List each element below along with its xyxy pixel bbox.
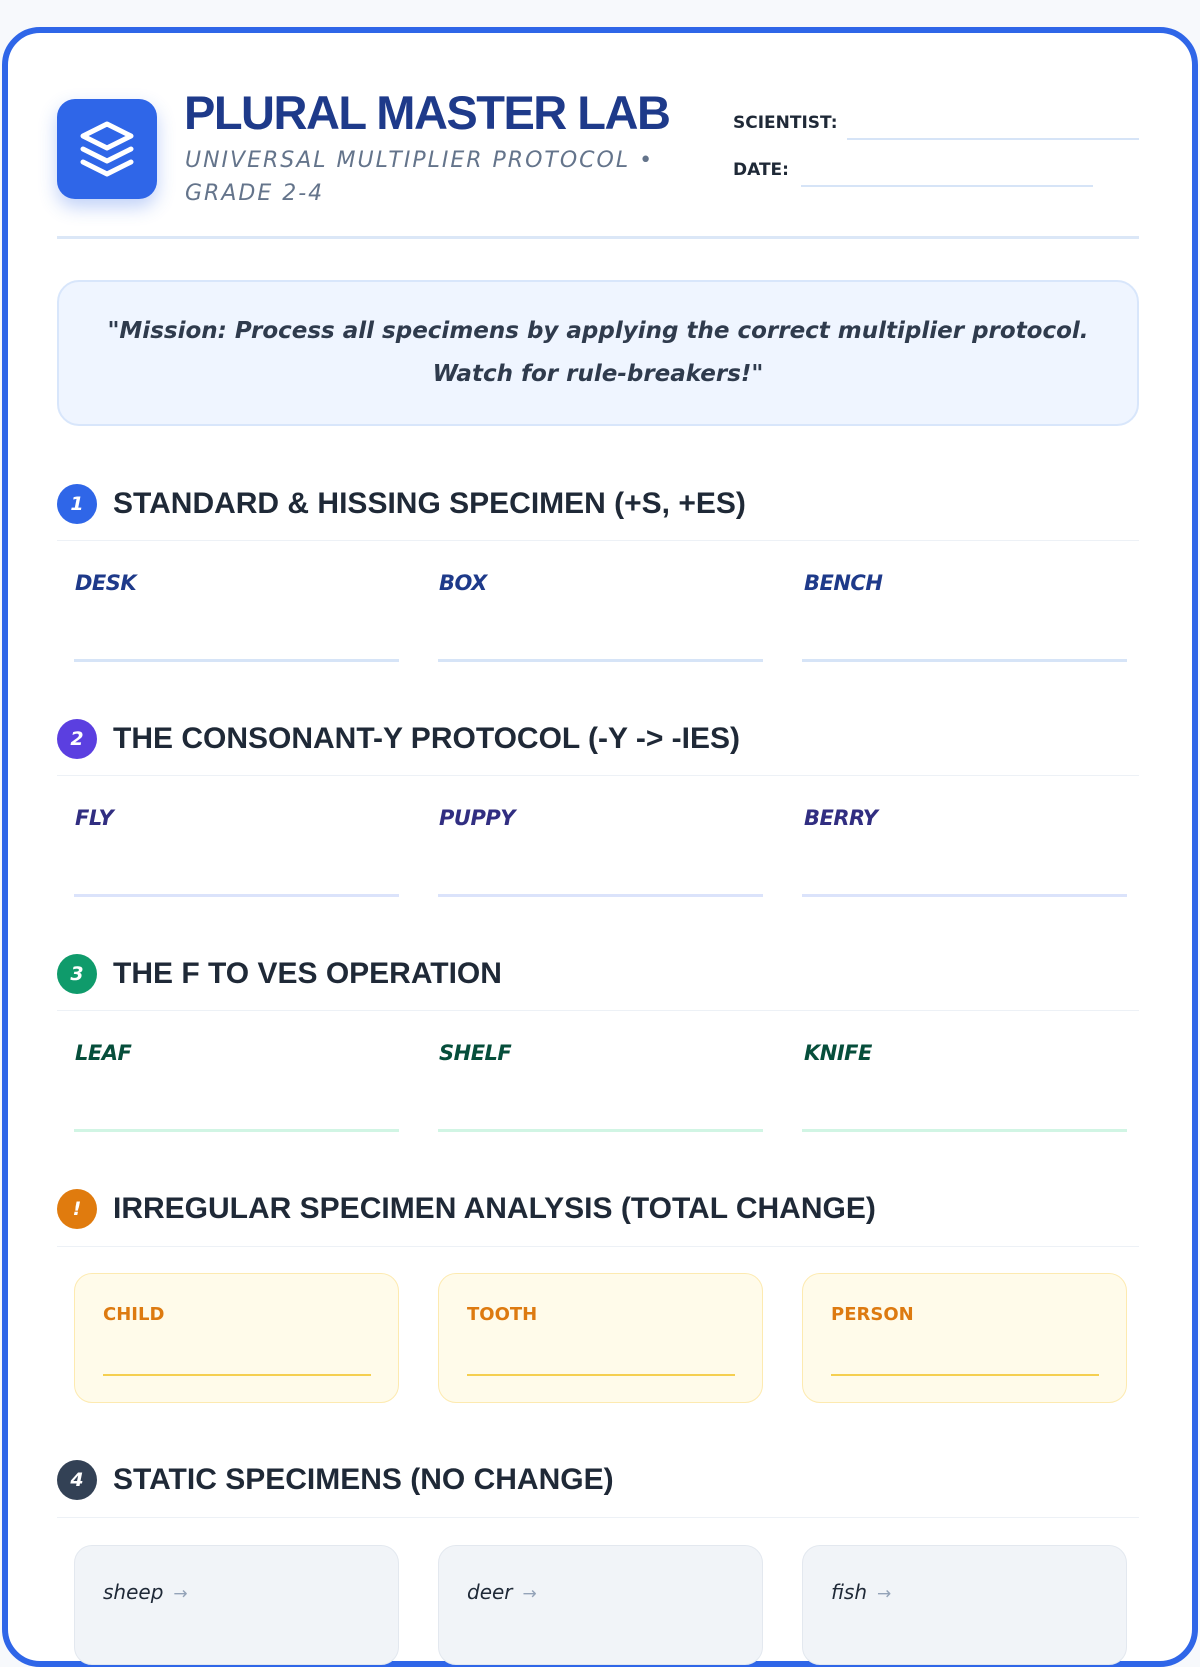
irregular-card (74, 1273, 399, 1403)
specimen-word: BOX (439, 571, 487, 595)
static-card (438, 1545, 763, 1665)
section-standard-header (57, 484, 1139, 524)
specimen-word: PERSON (831, 1304, 914, 1325)
section-irregular-header (57, 1189, 1139, 1229)
worksheet-card (2, 27, 1198, 1667)
answer-line[interactable] (802, 659, 1127, 662)
header-divider (57, 236, 1139, 239)
section-badge: 4 (57, 1460, 97, 1500)
answer-line[interactable] (74, 894, 399, 897)
specimen-word: DESK (75, 571, 137, 595)
scientist-label: SCIENTIST: (733, 113, 838, 133)
section-badge: 2 (57, 719, 97, 759)
date-label: DATE: (733, 160, 789, 180)
specimen-word: TOOTH (467, 1304, 538, 1325)
mission-text: "Mission: Process all specimens by applying the correct multiplier protocol. Watch for rule-breakers!" (107, 318, 1089, 387)
alert-icon: ! (57, 1189, 97, 1229)
answer-line[interactable] (103, 1374, 371, 1376)
logo-badge (57, 99, 157, 199)
arrow-right-icon: → (522, 1584, 537, 1604)
answer-line[interactable] (802, 894, 1127, 897)
specimen-word: PUPPY (439, 806, 515, 830)
answer-line[interactable] (438, 894, 763, 897)
mission-box (57, 280, 1139, 426)
page-subtitle: UNIVERSAL MULTIPLIER PROTOCOL • GRADE 2-4 (185, 148, 655, 206)
irregular-card (438, 1273, 763, 1403)
section-title: STATIC SPECIMENS (NO CHANGE) (113, 1463, 614, 1496)
header (57, 60, 1139, 206)
section-divider (57, 775, 1139, 776)
answer-line[interactable] (74, 659, 399, 662)
arrow-right-icon: → (173, 1584, 188, 1604)
specimen-word: FLY (75, 806, 114, 830)
section-divider (57, 540, 1139, 541)
date-field[interactable] (801, 185, 1093, 187)
section-title: THE F TO VES OPERATION (113, 957, 502, 990)
static-word: deer → (467, 1580, 537, 1604)
specimen-word: CHILD (103, 1304, 165, 1325)
answer-line[interactable] (438, 1129, 763, 1132)
answer-line[interactable] (438, 659, 763, 662)
section-title: IRREGULAR SPECIMEN ANALYSIS (TOTAL CHANGE) (113, 1192, 876, 1225)
answer-line[interactable] (831, 1374, 1099, 1376)
section-divider (57, 1010, 1139, 1011)
answer-line[interactable] (467, 1374, 735, 1376)
static-word: sheep → (103, 1580, 188, 1604)
page-title: PLURAL MASTER LAB (184, 86, 670, 139)
section-f-to-ves-header (57, 954, 1139, 994)
specimen-word: SHELF (439, 1041, 512, 1065)
section-consonant-y-header (57, 719, 1139, 759)
layers-icon (79, 119, 135, 179)
specimen-word: LEAF (75, 1041, 132, 1065)
specimen-word: BENCH (804, 571, 883, 595)
answer-line[interactable] (802, 1129, 1127, 1132)
section-static-header (57, 1460, 1139, 1500)
irregular-card (802, 1273, 1127, 1403)
section-badge: 3 (57, 954, 97, 994)
section-title: THE CONSONANT-Y PROTOCOL (-Y -> -IES) (113, 722, 741, 755)
static-card (74, 1545, 399, 1665)
static-word: fish → (831, 1580, 892, 1604)
arrow-right-icon: → (877, 1584, 892, 1604)
section-divider (57, 1517, 1139, 1518)
specimen-word: BERRY (804, 806, 878, 830)
section-title: STANDARD & HISSING SPECIMEN (+S, +ES) (113, 487, 746, 520)
scientist-field[interactable] (847, 138, 1139, 140)
answer-line[interactable] (74, 1129, 399, 1132)
section-divider (57, 1246, 1139, 1247)
static-card (802, 1545, 1127, 1665)
section-badge: 1 (57, 484, 97, 524)
specimen-word: KNIFE (804, 1041, 872, 1065)
